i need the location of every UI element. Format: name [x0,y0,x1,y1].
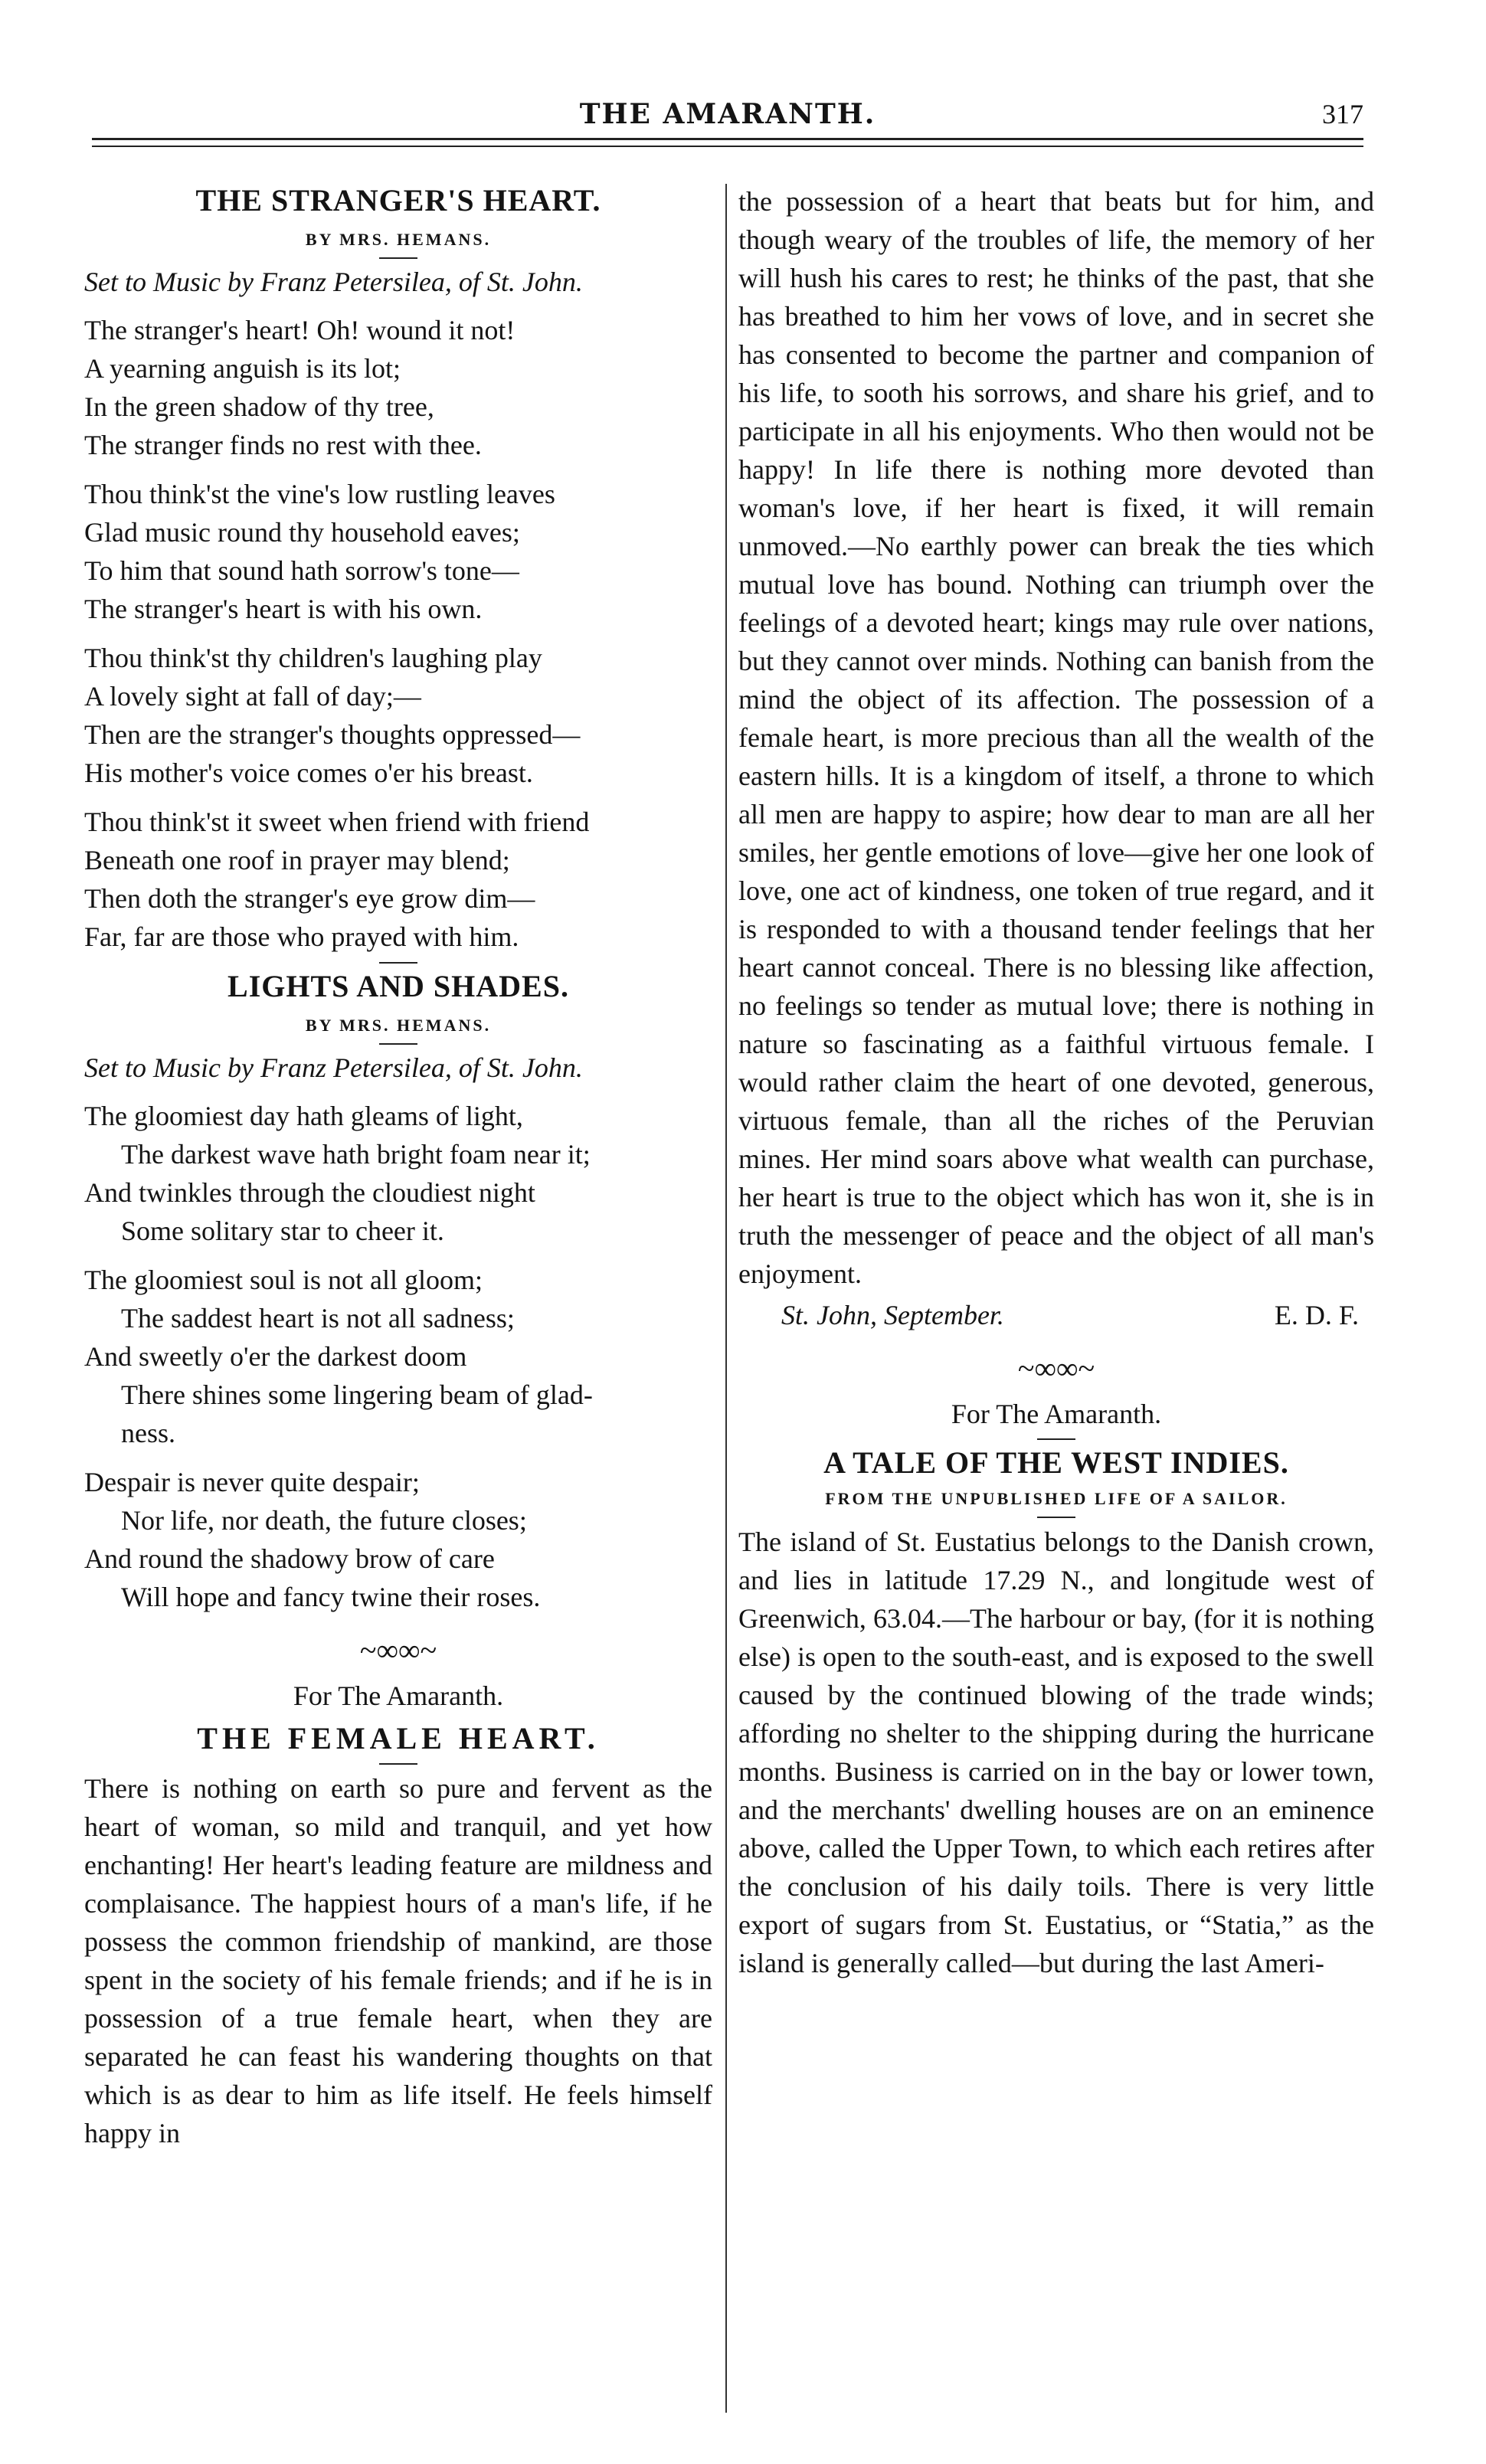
running-title: THE AMARANTH. [579,98,876,130]
essay-place-date: St. John, September. [781,1300,1004,1330]
poem-line: A yearning anguish is its lot; [84,353,401,384]
left-column [84,182,712,2152]
ornament-divider: ~∞∞~ [359,1633,437,1667]
poem-line: Will hope and fancy twine their roses. [121,1582,541,1612]
poem-line: And twinkles through the cloudiest night [84,1177,535,1208]
poem-line: Thou think'st it sweet when friend with friend [84,807,590,837]
poem-line: Beneath one roof in prayer may blend; [84,845,510,875]
tale-subtitle: FROM THE UNPUBLISHED LIFE OF A SAILOR. [825,1489,1288,1508]
poem-line: The stranger's heart is with his own. [84,594,483,624]
poem-line: There shines some lingering beam of glad- [121,1379,593,1410]
poem-line: Then doth the stranger's eye grow dim— [84,883,535,914]
poem-line: Far, far are those who prayed with him. [84,921,519,952]
tale-title: A TALE OF THE WEST INDIES. [823,1445,1289,1480]
poem1-byline: BY MRS. HEMANS. [305,230,492,249]
tale-source-label: For The Amaranth. [951,1399,1162,1429]
poem2-title: LIGHTS AND SHADES. [227,969,569,1003]
poem2-music-note: Set to Music by Franz Petersilea, of St. John. [84,1052,583,1083]
separator-dash [1037,1517,1075,1518]
poem-line: And round the shadowy brow of care [84,1543,495,1574]
header-rule-thin [92,146,1363,147]
poem1-stanza [84,639,712,792]
header-rule [92,138,1363,140]
separator-dash [379,257,417,259]
poem1-music-note: Set to Music by Franz Petersilea, of St. John. [84,267,583,297]
essay-title: THE FEMALE HEART. [197,1721,600,1756]
essay-signoff [738,1296,1374,1334]
page-number: 317 [1322,99,1363,129]
poem-line: The stranger finds no rest with thee. [84,430,482,460]
poem-line: Thou think'st thy children's laughing play [84,643,542,673]
poem-line: Despair is never quite despair; [84,1467,420,1497]
poem-line: The saddest heart is not all sadness; [121,1303,515,1333]
poem-line: Glad music round thy household eaves; [84,517,520,548]
poem-line: The gloomiest soul is not all gloom; [84,1265,483,1295]
essay-text-right: the possession of a heart that beats but for him, and though weary of the troubles of life, the memory of her will hush his cares to rest; he thinks of the past, that she has breathed to him her vows of love, and in secret she has consented to become the partner and companion of his life, to sooth his sorrows, and share his grief, and to participate in all his enjoyments. Who then would not be happy! In life there is nothing more devoted than woman's love, if her heart is fixed, it will remain unmoved.—No earthly power can break the ties which mutual love has bound. Nothing can triumph over the feelings of a devoted heart; kings may rule over nations, but they cannot over minds. Nothing can banish from the mind the object of its affection. The possession of a female heart, is more precious than all the wealth of the eastern hills. It is a kingdom of itself, a throne to which all men are happy to aspire; how dear to man are all her smiles, her gentle emotions of love—give her one look of love, one act of kindness, one token of true regard, and it is responded to with a thousand tender feelings that her heart cannot conceal. There is no blessing like affection, no feelings so tender as mutual love; there is nothing in nature so fascinating as a faithful virtuous female. I would rather claim the heart of one devoted, generous, virtuous female, than all the riches of the Peruvian mines. Her mind soars above what wealth can purchase, her heart is true to the object which has won it, she is in truth the messenger of peace and the object of all man's enjoyment. [738,186,1374,1289]
poem-line: Thou think'st the vine's low rustling leaves [84,479,555,509]
separator-dash [379,1763,417,1765]
poem-line: A lovely sight at fall of day;— [84,681,421,712]
poem-line: Nor life, nor death, the future closes; [121,1505,527,1536]
essay-initials: E. D. F. [1274,1300,1359,1330]
poem-line: The stranger's heart! Oh! wound it not! [84,315,516,345]
ornament-divider: ~∞∞~ [1017,1351,1095,1386]
poem-line: Some solitary star to cheer it. [121,1216,444,1246]
poem-line: To him that sound hath sorrow's tone— [84,555,519,586]
poem-line: The gloomiest day hath gleams of light, [84,1101,523,1131]
poem1-stanza [84,803,712,956]
poem-line: His mother's voice comes o'er his breast. [84,758,533,788]
poem-line: Then are the stranger's thoughts oppressed— [84,719,581,750]
poem-line: And sweetly o'er the darkest doom [84,1341,467,1372]
right-column [738,182,1374,1982]
poem-line: In the green shadow of thy tree, [84,391,434,422]
poem-line: The darkest wave hath bright foam near it; [121,1139,591,1170]
poem2-stanza [84,1261,712,1452]
page-header [92,98,1363,144]
poem2-stanza [84,1097,712,1250]
poem1-stanza [84,311,712,464]
essay-text-left: There is nothing on earth so pure and fervent as the heart of woman, so mild and tranquil, and yet how enchanting! Her heart's leading feature are mildness and complaisance. The happiest hours of a man's life, if he possess the common friendship of mankind, are those spent in the society of his female friends; and if he is in possession of a true female heart, when they are separated he can feast his wandering thoughts on that which is as dear to him as life itself. He feels himself happy in [84,1773,712,2148]
poem2-stanza [84,1463,712,1616]
separator-dash [379,962,417,964]
poem2-byline: BY MRS. HEMANS. [305,1016,492,1035]
column-divider [725,184,727,2413]
tale-text: The island of St. Eustatius belongs to the Danish crown, and lies in latitude 17.29 N., and longitude west of Greenwich, 63.04.—The harbour or bay, (for it is nothing else) is open to the south-east, and is exposed to the swell caused by the continued blowing of the trade winds; affording no shelter to the shipping during the hurricane months. Business is carried on in the bay or lower town, and the merchants' dwelling houses are on an eminence above, called the Upper Town, to which each retires after the conclusion of his daily toils. There is very little export of sugars from St. Eustatius, or “Statia,” as the island is generally called—but during the last Ameri- [738,1527,1374,1978]
separator-dash [1037,1438,1075,1440]
poem1-title: THE STRANGER'S HEART. [195,183,601,218]
poem1-stanza [84,475,712,628]
essay-source-label: For The Amaranth. [293,1680,504,1711]
poem-line: ness. [121,1418,175,1448]
separator-dash [379,1043,417,1045]
